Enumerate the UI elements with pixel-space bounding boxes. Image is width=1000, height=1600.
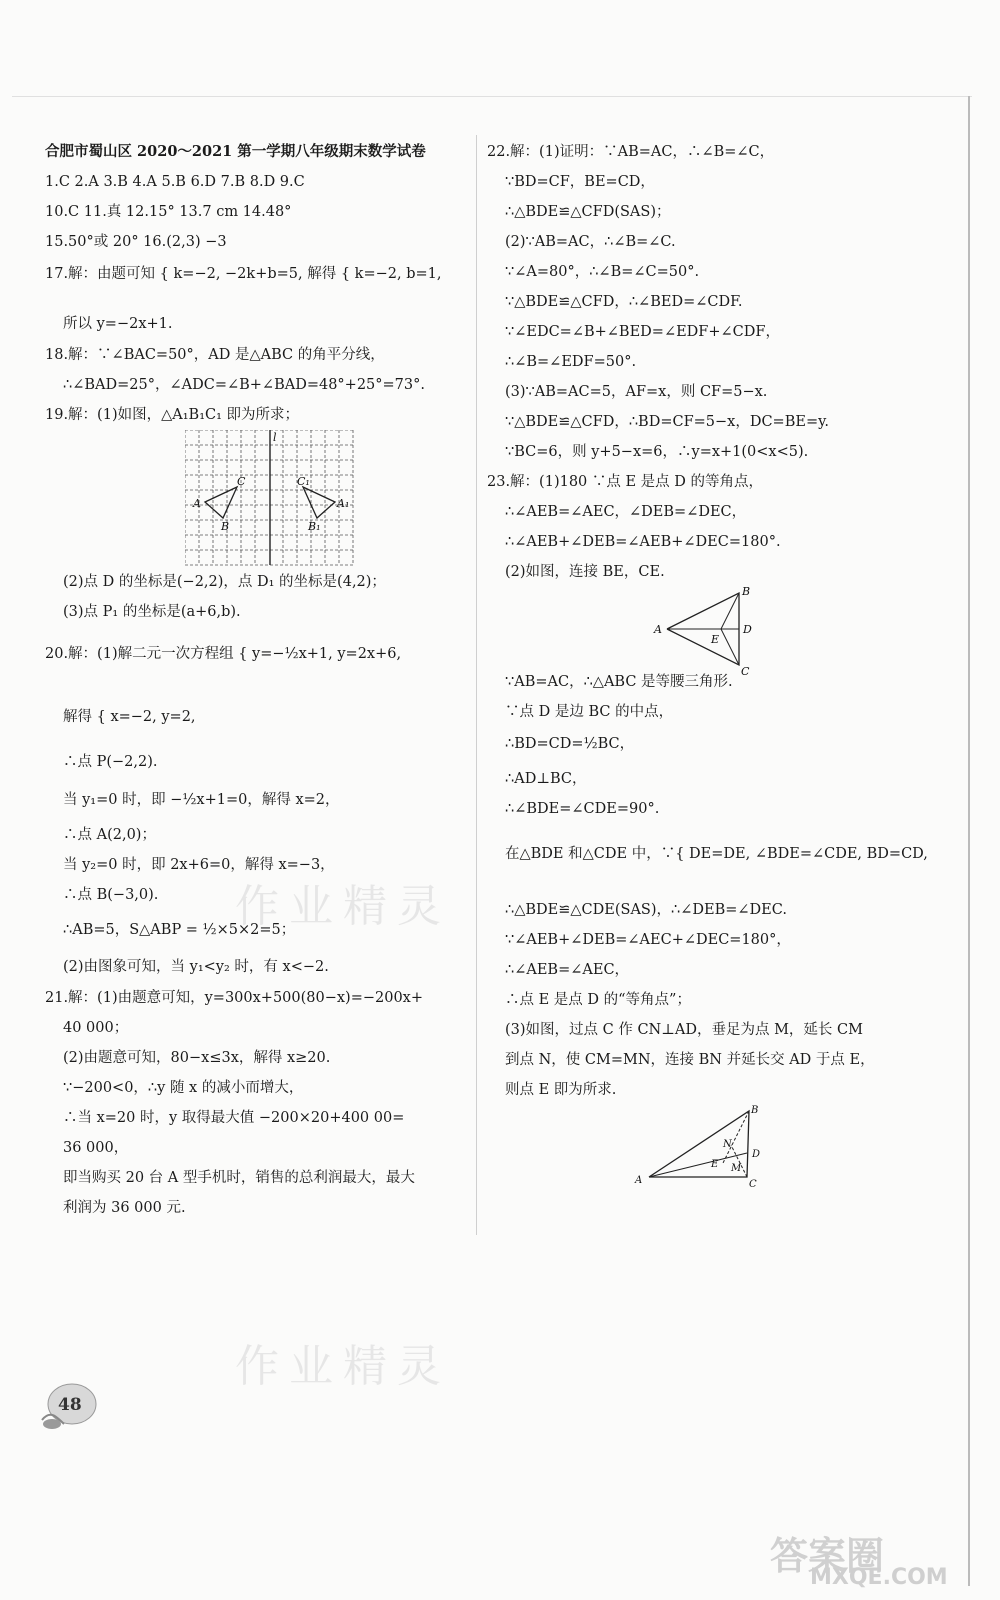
point-e-label: E xyxy=(711,1159,719,1170)
site-logo: 答案圈 xyxy=(770,1534,885,1578)
answer-line: 22.解：(1)证明：∵AB=AC，∴∠B=∠C， xyxy=(487,144,775,160)
point-c-label: C xyxy=(749,1179,757,1190)
answer-line: 17.解：由题可知 { k=−2, −2k+b=5, 解得 { k=−2, b=1, xyxy=(45,266,442,282)
answer-line: ∵△BDE≌△CFD，∴∠BED=∠CDF. xyxy=(505,294,743,310)
point-d-label: D xyxy=(743,623,752,636)
watermark: 作业精灵 xyxy=(235,1341,451,1392)
watermark: 作业精灵 xyxy=(235,881,451,932)
column-divider xyxy=(476,135,477,1235)
answer-line: 18.解：∵∠BAC=50°，AD 是△ABC 的角平分线， xyxy=(45,347,385,363)
point-b-label: B xyxy=(742,585,751,598)
point-d-label: D xyxy=(752,1149,761,1160)
answer-line: 即当购买 20 台 A 型手机时，销售的总利润最大，最大 xyxy=(63,1170,415,1186)
answer-line: (2)由题意可知，80−x≤3x，解得 x≥20. xyxy=(63,1050,331,1066)
answer-line: (3)点 P₁ 的坐标是(a+6,b). xyxy=(63,604,241,620)
answer-line: ∴△BDE≌△CDE(SAS)，∴∠DEB=∠DEC. xyxy=(505,902,787,918)
answer-line: ∴△BDE≌△CFD(SAS)； xyxy=(505,204,671,220)
answer-line: (2)点 D 的坐标是(−2,2)，点 D₁ 的坐标是(4,2)； xyxy=(63,574,386,590)
point-c-label: C xyxy=(237,475,246,488)
answer-line: ∵点 D 是边 BC 的中点， xyxy=(505,704,674,720)
page-number: 48 xyxy=(58,1395,82,1415)
site-url: MXQE.COM xyxy=(810,1565,948,1590)
point-b-label: B xyxy=(751,1105,759,1116)
answer-line: (2)∵AB=AC，∴∠B=∠C. xyxy=(505,234,676,250)
answer-line: 解得 { x=−2, y=2, xyxy=(63,709,196,725)
answer-line: 40 000； xyxy=(63,1020,129,1036)
answer-line: (3)∵AB=AC=5，AF=x，则 CF=5−x. xyxy=(505,384,768,400)
answer-line: ∵∠AEB+∠DEB=∠AEC+∠DEC=180°， xyxy=(505,932,791,948)
answer-line: ∴点 A(2,0)； xyxy=(63,827,156,843)
line-l-label: l xyxy=(273,431,277,444)
exam-title: 合肥市蜀山区 2020～2021 第一学期八年级期末数学试卷 xyxy=(45,143,426,160)
point-a-label: A xyxy=(635,1175,643,1186)
answer-line: 到点 N，使 CM=MN，连接 BN 并延长交 AD 于点 E， xyxy=(505,1052,875,1068)
answer-line: (2)由图象可知，当 y₁<y₂ 时，有 x<−2. xyxy=(63,959,329,975)
point-e-label: E xyxy=(711,633,720,646)
figure-23-3 xyxy=(627,1105,767,1191)
answer-line: 10.C 11.真 12.15° 13.7 cm 14.48° xyxy=(45,204,292,220)
answer-line: (3)如图，过点 C 作 CN⊥AD，垂足为点 M，延长 CM xyxy=(505,1022,863,1038)
answer-line: ∴AB=5，S△ABP = ½×5×2=5； xyxy=(63,922,296,938)
answer-line: 19.解：(1)如图，△A₁B₁C₁ 即为所求； xyxy=(45,407,300,423)
answer-line: ∴∠AEB+∠DEB=∠AEB+∠DEC=180°. xyxy=(505,534,781,550)
point-m-label: M xyxy=(731,1163,742,1174)
point-a1-label: A₁ xyxy=(337,497,350,510)
answer-line: ∵△BDE≌△CFD，∴BD=CF=5−x，DC=BE=y. xyxy=(505,414,829,430)
answer-line: ∴点 P(−2,2). xyxy=(63,754,158,770)
answer-line: 20.解：(1)解二元一次方程组 { y=−½x+1, y=2x+6, xyxy=(45,646,402,662)
figure-19-grid xyxy=(185,430,360,568)
answer-line: 利润为 36 000 元. xyxy=(63,1200,186,1216)
answer-line: 在△BDE 和△CDE 中，∵{ DE=DE, ∠BDE=∠CDE, BD=CD, xyxy=(505,846,928,862)
point-a-label: A xyxy=(654,623,662,636)
answer-line: ∵BD=CF，BE=CD， xyxy=(505,174,655,190)
point-c1-label: C₁ xyxy=(297,475,310,488)
answer-line: ∵AB=AC，∴△ABC 是等腰三角形. xyxy=(505,674,733,690)
answer-line: ∵∠EDC=∠B+∠BED=∠EDF+∠CDF， xyxy=(505,324,780,340)
answer-line: ∴BD=CD=½BC， xyxy=(505,736,635,752)
figure-23-2 xyxy=(647,585,767,675)
point-c-label: C xyxy=(741,665,750,675)
answer-line: ∴∠AEB=∠AEC， xyxy=(505,962,630,978)
point-b1-label: B₁ xyxy=(308,520,321,533)
answer-line: ∴∠AEB=∠AEC，∠DEB=∠DEC， xyxy=(505,504,747,520)
answer-line: 所以 y=−2x+1. xyxy=(63,316,173,332)
answer-line: ∴∠BDE=∠CDE=90°. xyxy=(505,801,660,817)
answer-line: 15.50°或 20° 16.(2,3) −3 xyxy=(45,234,227,250)
answer-line: ∴∠BAD=25°，∠ADC=∠B+∠BAD=48°+25°=73°. xyxy=(63,377,425,393)
point-b-label: B xyxy=(221,520,230,533)
page-edge xyxy=(968,96,970,1586)
point-n-label: N xyxy=(723,1139,732,1150)
top-rule xyxy=(12,96,972,97)
answer-line: ∴AD⊥BC， xyxy=(505,771,587,787)
answer-line: ∴点 B(−3,0). xyxy=(63,887,159,903)
answer-line: 36 000， xyxy=(63,1140,129,1156)
answer-line: ∵∠A=80°，∴∠B=∠C=50°. xyxy=(505,264,700,280)
answer-line: ∵−200<0，∴y 随 x 的减小而增大， xyxy=(63,1080,304,1096)
answer-line: 当 y₂=0 时，即 2x+6=0，解得 x=−3， xyxy=(63,857,335,873)
answer-line: 21.解：(1)由题意可知，y=300x+500(80−x)=−200x+ xyxy=(45,990,424,1006)
answer-line: ∵BC=6，则 y+5−x=6，∴y=x+1(0<x<5). xyxy=(505,444,809,460)
answer-line: 23.解：(1)180 ∵点 E 是点 D 的等角点， xyxy=(487,474,764,490)
point-a-label: A xyxy=(193,497,201,510)
answer-line: 当 y₁=0 时，即 −½x+1=0，解得 x=2， xyxy=(63,792,340,808)
answer-line: 则点 E 即为所求. xyxy=(505,1082,617,1098)
answer-line: ∴当 x=20 时，y 取得最大值 −200×20+400 00= xyxy=(63,1110,405,1126)
answer-line: (2)如图，连接 BE，CE. xyxy=(505,564,665,580)
answer-line: 1.C 2.A 3.B 4.A 5.B 6.D 7.B 8.D 9.C xyxy=(45,174,305,190)
answer-line: ∴∠B=∠EDF=50°. xyxy=(505,354,637,370)
answer-line: ∴点 E 是点 D 的“等角点”； xyxy=(505,992,691,1008)
